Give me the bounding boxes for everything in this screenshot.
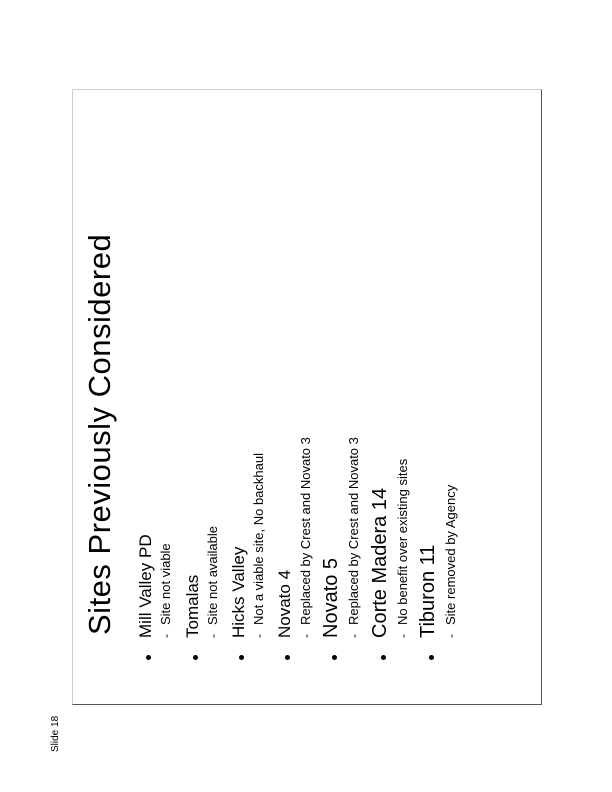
slide-title: Sites Previously Considered [82, 233, 117, 635]
site-item-novato-4 [275, 570, 295, 660]
site-detail-novato-4 [298, 437, 313, 638]
site-name: Corte Madera 14 [369, 487, 391, 638]
dash-marker: - [395, 634, 410, 638]
site-detail-text: Site removed by Agency [443, 484, 458, 625]
dash-marker: - [443, 634, 458, 638]
slide-number: Slide 18 [50, 715, 61, 752]
site-name: Tomalas [183, 574, 202, 638]
site-detail-tiburon-11 [443, 485, 458, 638]
bullet-icon [373, 638, 389, 660]
site-name: Hicks Valley [229, 546, 248, 638]
site-name: Mill Valley PD [136, 534, 155, 638]
site-item-mill-valley-pd [136, 534, 156, 660]
site-detail-text: No benefit over existing sites [395, 458, 410, 625]
dash-marker: - [205, 634, 220, 638]
site-detail-text: Not a viable site, No backhaul [251, 453, 266, 625]
bullet-icon [231, 638, 247, 660]
site-detail-text: Replaced by Crest and Novato 3 [298, 437, 313, 625]
slide-content [82, 40, 602, 660]
site-item-tiburon-11 [417, 545, 440, 660]
site-detail-novato-5 [346, 437, 361, 638]
site-detail-text: Replaced by Crest and Novato 3 [346, 437, 361, 625]
dash-marker: - [251, 634, 266, 638]
site-detail-mill-valley-pd [158, 543, 173, 638]
site-detail-text: Site not available [205, 525, 220, 625]
bullet-icon [277, 638, 293, 660]
site-detail-hicks-valley [251, 453, 266, 638]
site-item-corte-madera-14 [369, 488, 392, 660]
site-detail-text: Site not viable [158, 543, 173, 625]
dash-marker: - [346, 634, 361, 638]
dash-marker: - [158, 634, 173, 638]
dash-marker: - [298, 634, 313, 638]
site-item-tomalas [183, 575, 203, 660]
site-name: Novato 4 [275, 569, 294, 638]
site-item-novato-5 [320, 558, 343, 660]
site-name: Tiburon 11 [417, 544, 439, 638]
bullet-icon [185, 638, 201, 660]
site-detail-tomalas [205, 526, 220, 638]
site-detail-corte-madera-14 [395, 459, 410, 638]
bullet-icon [421, 638, 437, 660]
site-item-hicks-valley [229, 547, 249, 660]
site-name: Novato 5 [320, 557, 342, 638]
bullet-icon [324, 638, 340, 660]
bullet-icon [138, 638, 154, 660]
